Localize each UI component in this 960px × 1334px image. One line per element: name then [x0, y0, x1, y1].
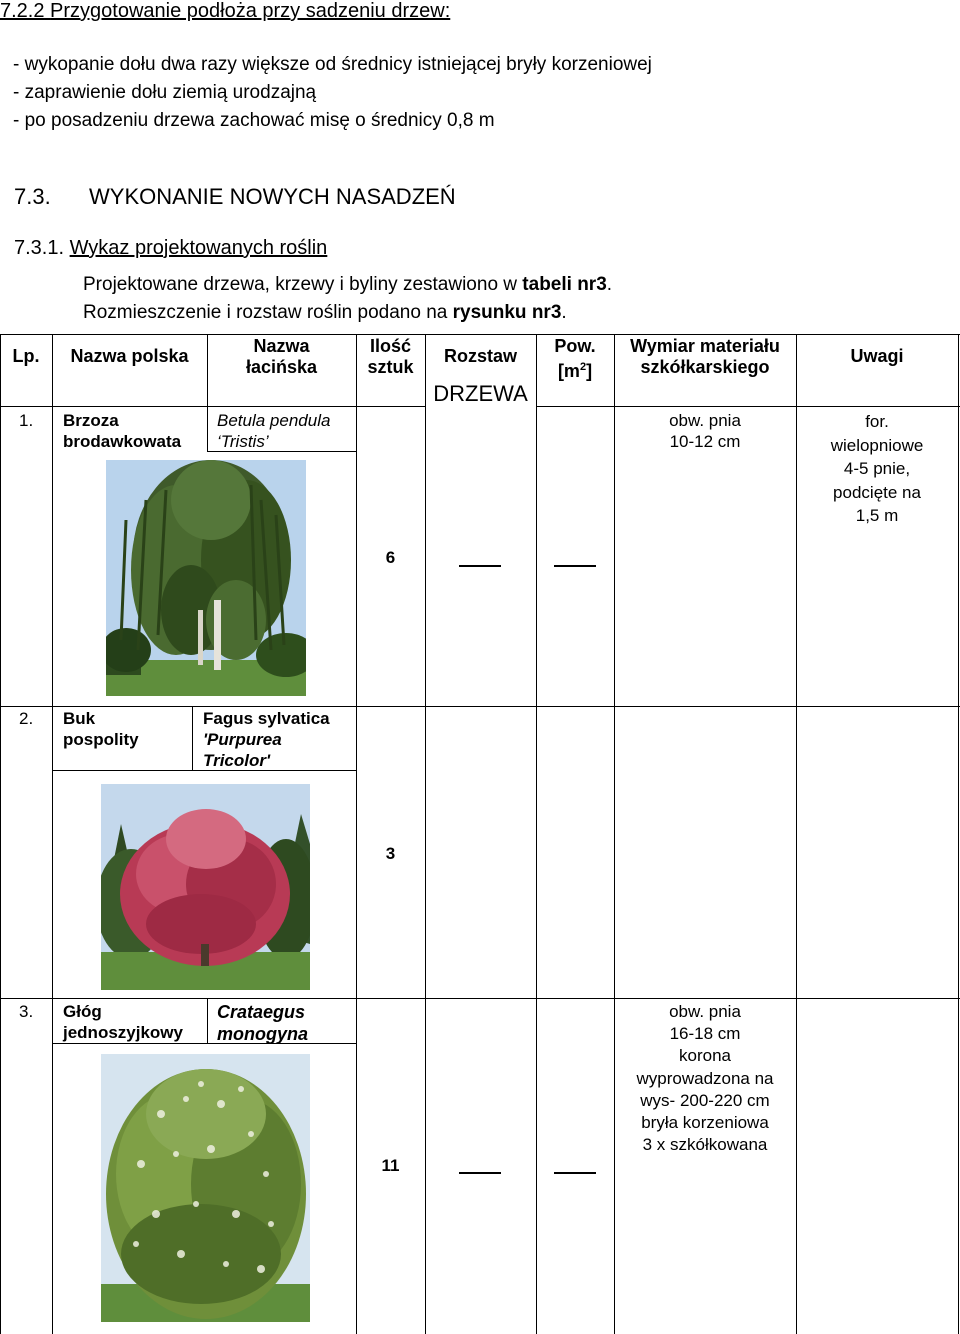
header-ilosc-2: sztuk [367, 357, 414, 377]
section-73-title: WYKONANIE NOWYCH NASADZEŃ [89, 184, 456, 209]
row1-polska-2: brodawkowata [63, 432, 182, 451]
header-bottom-left [0, 406, 425, 407]
row3-wymiar-1: obw. pnia [669, 1002, 741, 1021]
row3-wymiar-2: 16-18 cm [669, 1024, 741, 1044]
bullet-3: - po posadzeniu drzewa zachować misę o średnicy 0,8 m [13, 110, 495, 131]
section-722-num: 7.2.2 [0, 0, 45, 22]
row1-ilosc: 6 [385, 548, 396, 567]
intro-line-1-end: . [606, 274, 613, 295]
header-pow-close: ] [586, 361, 593, 381]
header-lacinska-2: łacińska [245, 357, 318, 377]
row2-bottom [0, 998, 960, 999]
beech-illustration [101, 784, 310, 990]
header-bottom-right [536, 406, 960, 407]
row1-uwagi-5: 1,5 m [855, 506, 899, 525]
row1-wymiar-1: obw. pnia [669, 411, 741, 430]
table-top-line [0, 334, 960, 335]
row1-uwagi-4: podcięte na [833, 482, 921, 502]
header-pow [536, 336, 614, 382]
drawing-ref: rysunku nr3 [452, 302, 562, 323]
row1-polska-1: Brzoza [63, 411, 119, 430]
vline-ilosc [425, 334, 426, 1334]
vline-rozstaw [536, 334, 537, 1334]
row2-nazwa-polska [63, 708, 139, 750]
vline-right-edge [958, 334, 959, 1334]
header-wymiar-2: szkółkarskiego [640, 357, 770, 377]
vline-polska-r2 [192, 706, 193, 770]
intro-line-1 [83, 274, 612, 296]
row3-nazwa-polska [63, 1001, 183, 1043]
row2-lacinska-3: Tricolor' [203, 751, 271, 770]
header-pow-unit: [m [557, 361, 580, 381]
section-731-title: Wykaz projektowanych roślin [69, 237, 328, 259]
row2-polska-2: pospolity [63, 730, 139, 749]
vline-pow [614, 334, 615, 1334]
section-731-heading [14, 237, 327, 260]
vline-polska-r3 [207, 998, 208, 1043]
header-rozstaw: Rozstaw [443, 346, 517, 366]
row3-name-underline [52, 1043, 356, 1044]
row3-lacinska-2: monogyna [217, 1024, 309, 1044]
row3-wymiar-7: 3 x szkółkowana [642, 1135, 768, 1155]
header-nazwa-lacinska [207, 336, 356, 378]
row2-polska-1: Buk [63, 709, 96, 728]
row2-lacinska-2: 'Purpurea [203, 730, 282, 749]
header-pow-2 [536, 357, 614, 382]
row3-lacinska-1: Crataegus [217, 1002, 306, 1022]
header-ilosc [356, 336, 425, 378]
header-uwagi: Uwagi [850, 346, 904, 366]
row1-lp: 1. [19, 411, 34, 430]
header-wymiar-1: Wymiar materiału [630, 336, 780, 356]
section-73-num: 7.3. [14, 184, 51, 209]
birch-illustration [106, 460, 306, 696]
row3-polska-1: Głóg [63, 1002, 102, 1021]
row1-nazwa-lacinska [217, 410, 330, 452]
bullet-1: - wykopanie dołu dwa razy większe od średnicy istniejącej bryły korzeniowej [13, 54, 652, 75]
row1-uwagi-2: wielopniowe [830, 435, 924, 455]
vline-lacinska [356, 334, 357, 1334]
row3-wymiar-3: korona [679, 1046, 731, 1066]
row3-wymiar-5: wys- 200-220 cm [640, 1090, 770, 1110]
header-lacinska-1: Nazwa [253, 336, 310, 356]
row3-polska-2: jednoszyjkowy [63, 1023, 183, 1042]
intro-line-2 [83, 302, 567, 324]
vline-lp [52, 334, 53, 1334]
row2-lp: 2. [19, 709, 34, 728]
row1-uwagi-1: for. [865, 412, 889, 431]
intro-line-2-end: . [561, 302, 567, 323]
row3-ilosc: 11 [381, 1156, 400, 1175]
bullet-2: - zaprawienie dołu ziemią urodzajną [13, 82, 317, 103]
section-731-num: 7.3.1. [14, 237, 65, 259]
table-ref: tabeli nr3 [522, 274, 607, 295]
row1-bottom [0, 706, 960, 707]
section-722-heading [0, 0, 450, 23]
header-pow-1: Pow. [554, 336, 596, 356]
header-lp: Lp. [12, 346, 40, 366]
row3-pow-dash [554, 1172, 596, 1174]
intro-line-2-text: Rozmieszczenie i rozstaw roślin podano na [83, 302, 453, 323]
row1-rozstaw-dash [459, 565, 501, 567]
header-nazwa-polska: Nazwa polska [70, 346, 189, 366]
row3-wymiar-4: wyprowadzona na [636, 1068, 774, 1088]
row2-nazwa-lacinska [203, 708, 330, 771]
row1-lacinska-1: Betula pendula [217, 411, 331, 430]
section-722-title: Przygotowanie podłoża przy sadzeniu drzew: [50, 0, 451, 22]
row2-lacinska-1: Fagus sylvatica [203, 709, 330, 728]
header-pow-sup: 2 [579, 361, 587, 373]
row3-rozstaw-dash [459, 1172, 501, 1174]
row1-wymiar-2: 10-12 cm [669, 432, 741, 451]
vline-left-edge [0, 334, 1, 1334]
row3-wymiar-6: bryła korzeniowa [641, 1113, 769, 1133]
row1-uwagi [796, 410, 958, 528]
hawthorn-illustration [101, 1054, 310, 1322]
row3-nazwa-lacinska [217, 1001, 308, 1045]
birch-photo [106, 460, 306, 696]
row3-wymiar [614, 1001, 796, 1156]
hawthorn-photo [101, 1054, 310, 1322]
row1-uwagi-3: 4-5 pnie, [843, 459, 911, 478]
group-label-drzewa: DRZEWA [433, 381, 528, 406]
beech-photo [101, 784, 310, 990]
row1-lacinska-2: ‘Tristis’ [217, 432, 269, 451]
row3-lp: 3. [19, 1002, 34, 1021]
intro-line-1-text: Projektowane drzewa, krzewy i byliny zestawiono w [83, 274, 523, 295]
row1-wymiar [614, 410, 796, 452]
row2-ilosc: 3 [385, 844, 396, 863]
header-wymiar [614, 336, 796, 378]
row1-pow-dash [554, 565, 596, 567]
row1-nazwa-polska [63, 410, 181, 452]
header-ilosc-1: Ilość [369, 336, 412, 356]
